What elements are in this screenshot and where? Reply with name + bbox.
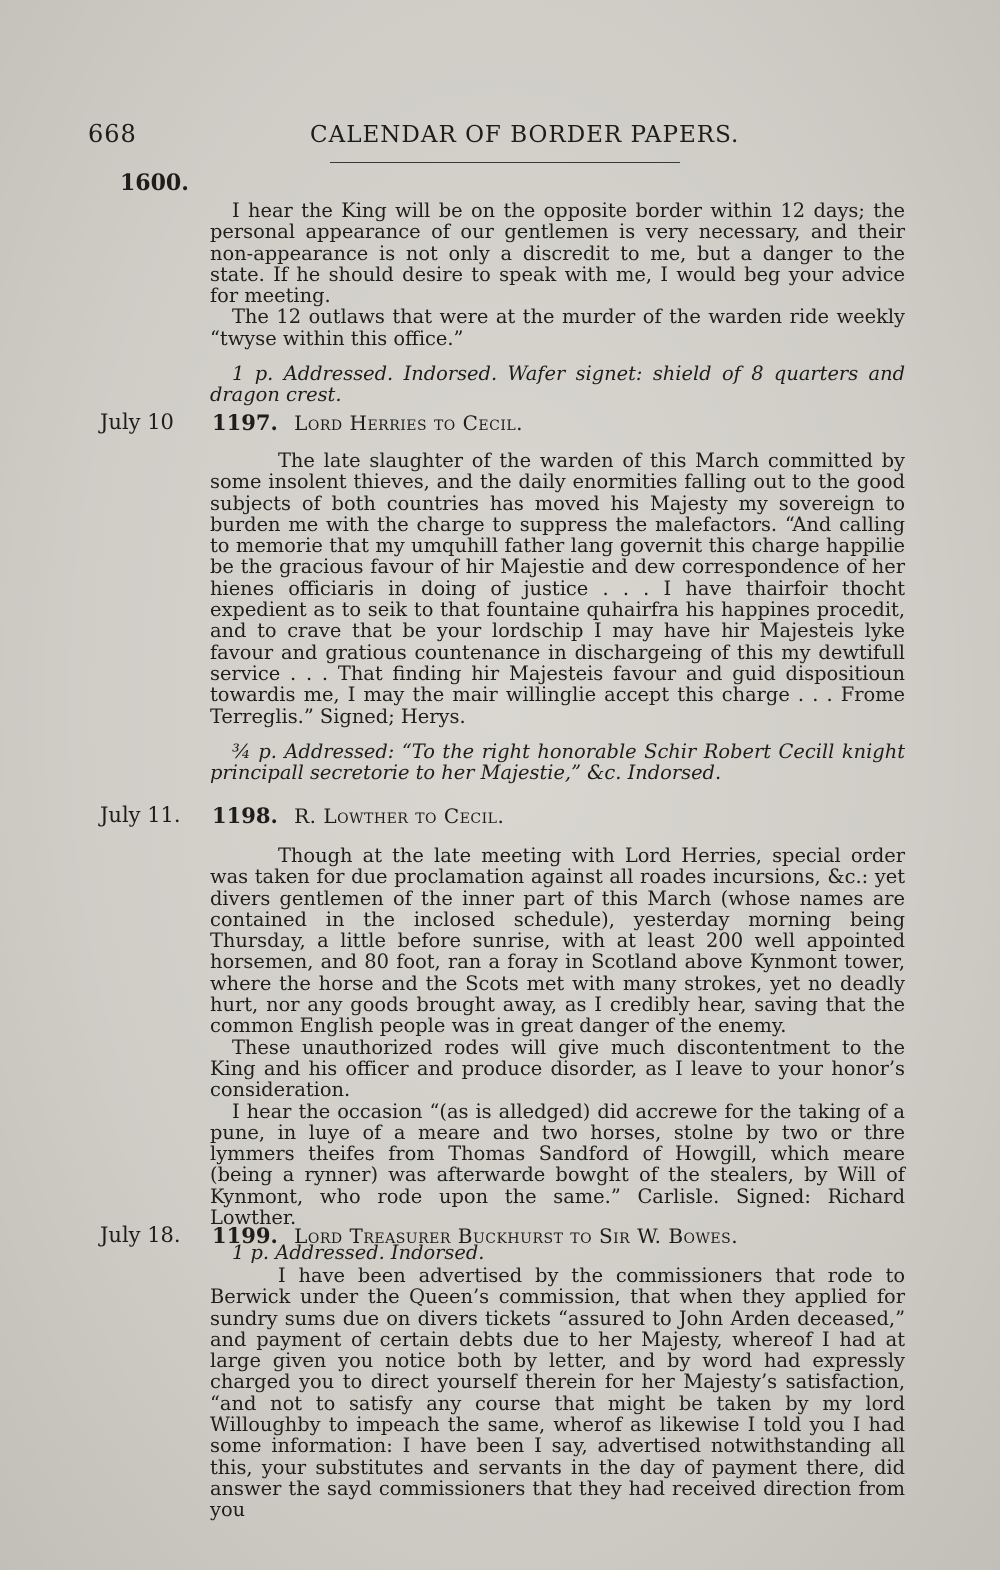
entry-title: Lord Treasurer Buckhurst to Sir W. Bowes. xyxy=(294,1224,739,1248)
entry-date: July 10 xyxy=(100,410,174,434)
entry-body xyxy=(210,1265,905,1521)
body-paragraph: I hear the occasion “(as is alledged) did accrewe for the taking of a pune, in luye of a meare and two horses, stolne by two or thre lymmers theifes from Thomas Sandford of Howgill, which meare (being a rynner) was afterwarde bowght of the stealers, by Will of Kynmont, who rode upon the same.” Carlisle. Signed: Richard Lowther. xyxy=(210,1099,905,1230)
body-paragraph: The 12 outlaws that were at the murder of the warden ride weekly “twyse within this office.” xyxy=(210,305,905,350)
entry-title: Lord Herries to Cecil. xyxy=(294,411,524,435)
entry-date: July 18. xyxy=(100,1223,181,1247)
body-paragraph: These unauthorized rodes will give much discontentment to the King and his officer and produce disorder, as I leave to your honor’s consideration. xyxy=(210,1035,905,1102)
page-number: 668 xyxy=(88,120,137,148)
running-head xyxy=(0,120,1000,160)
header-rule xyxy=(330,162,680,163)
entry-heading xyxy=(212,410,523,435)
entry-date: July 11. xyxy=(100,803,181,827)
entry-heading xyxy=(212,1223,738,1248)
entry-body xyxy=(210,450,905,783)
continued-letter xyxy=(210,200,905,406)
body-paragraph: I have been advertised by the commissioners that rode to Berwick under the Queen’s commission, that when they applied for sundry sums due on divers tickets “assured to John Arden deceased,” and payment of certain debts due to her Majesty, whereof I had at large given you notice both by letter, and by word had expressly charged you to direct yourself therein for her Majesty’s satisfaction, “and not to satisfy any course that might be taken by my lord Willoughby to impeach the same, wherof as likewise I told you I had some information: I have been I say, advertised notwithstanding all this, your substitutes and servants in the day of payment there, did answer the sayd commissioners that they had received direction from you xyxy=(210,1264,905,1522)
entry-number: 1198. xyxy=(212,803,278,828)
entry-heading xyxy=(212,803,504,828)
entry-number: 1197. xyxy=(212,410,278,435)
entry-body xyxy=(210,845,905,1264)
body-paragraph: Though at the late meeting with Lord Herries, special order was taken for due proclamation against all roades incursions, &c.: yet divers gentlemen of the inner part of this March (whose names are contained in the inclosed schedule), yesterday morning being Thursday, a little before sunrise, with at least 200 well appointed horsemen, and 80 foot, ran a foray in Scotland above Kynmont tower, where the horse and the Scots met with many strokes, yet no deadly hurt, nor any goods brought away, as I credibly hear, saving that the common English people was in great danger of the enemy. xyxy=(210,844,905,1038)
document-note: ¾ p. Addressed: “To the right honorable Schir Robert Cecill knight principall secretorie to her Majestie,” &c. Indorsed. xyxy=(210,739,905,785)
body-paragraph: I hear the King will be on the opposite border within 12 days; the personal appearance of our gentlemen is very necessary, and their non-appearance is not only a discredit to me, but a danger to the state. If he should desire to speak with me, I would beg your advice for meeting. xyxy=(210,199,905,308)
document-note: 1 p. Addressed. Indorsed. xyxy=(232,1241,485,1265)
document-note: 1 p. Addressed. Indorsed. Wafer signet: shield of 8 quarters and dragon crest. xyxy=(210,362,905,407)
year-marker: 1600. xyxy=(120,170,189,196)
body-paragraph: The late slaughter of the warden of this March committed by some insolent thieves, and the daily enormities falling out to the good subjects of both countries has moved his Majesty my sovereign to burden me with the charge to suppress the malefactors. “And calling to memorie that my umquhill father lang governit this charge happilie be the gracious favour of hir Majestie and dew correspondence of her hienes officiaris in doing of justice . . . I have thairfoir thocht expedient as to seik to that fountaine quhairfra his happines procedit, and to crave that be your lordschip I may have hir Majesteis lyke favour and gratious countenance in dischargeing of this my dewtifull service . . . That finding hir Majesteis favour and guid dispositioun towardis me, I may the mair willinglie accept this charge . . . Frome Terreglis.” Signed; Herys. xyxy=(210,449,905,728)
entry-title: R. Lowther to Cecil. xyxy=(294,804,505,828)
running-title: CALENDAR OF BORDER PAPERS. xyxy=(310,122,740,148)
entry-number: 1199. xyxy=(212,1223,278,1248)
